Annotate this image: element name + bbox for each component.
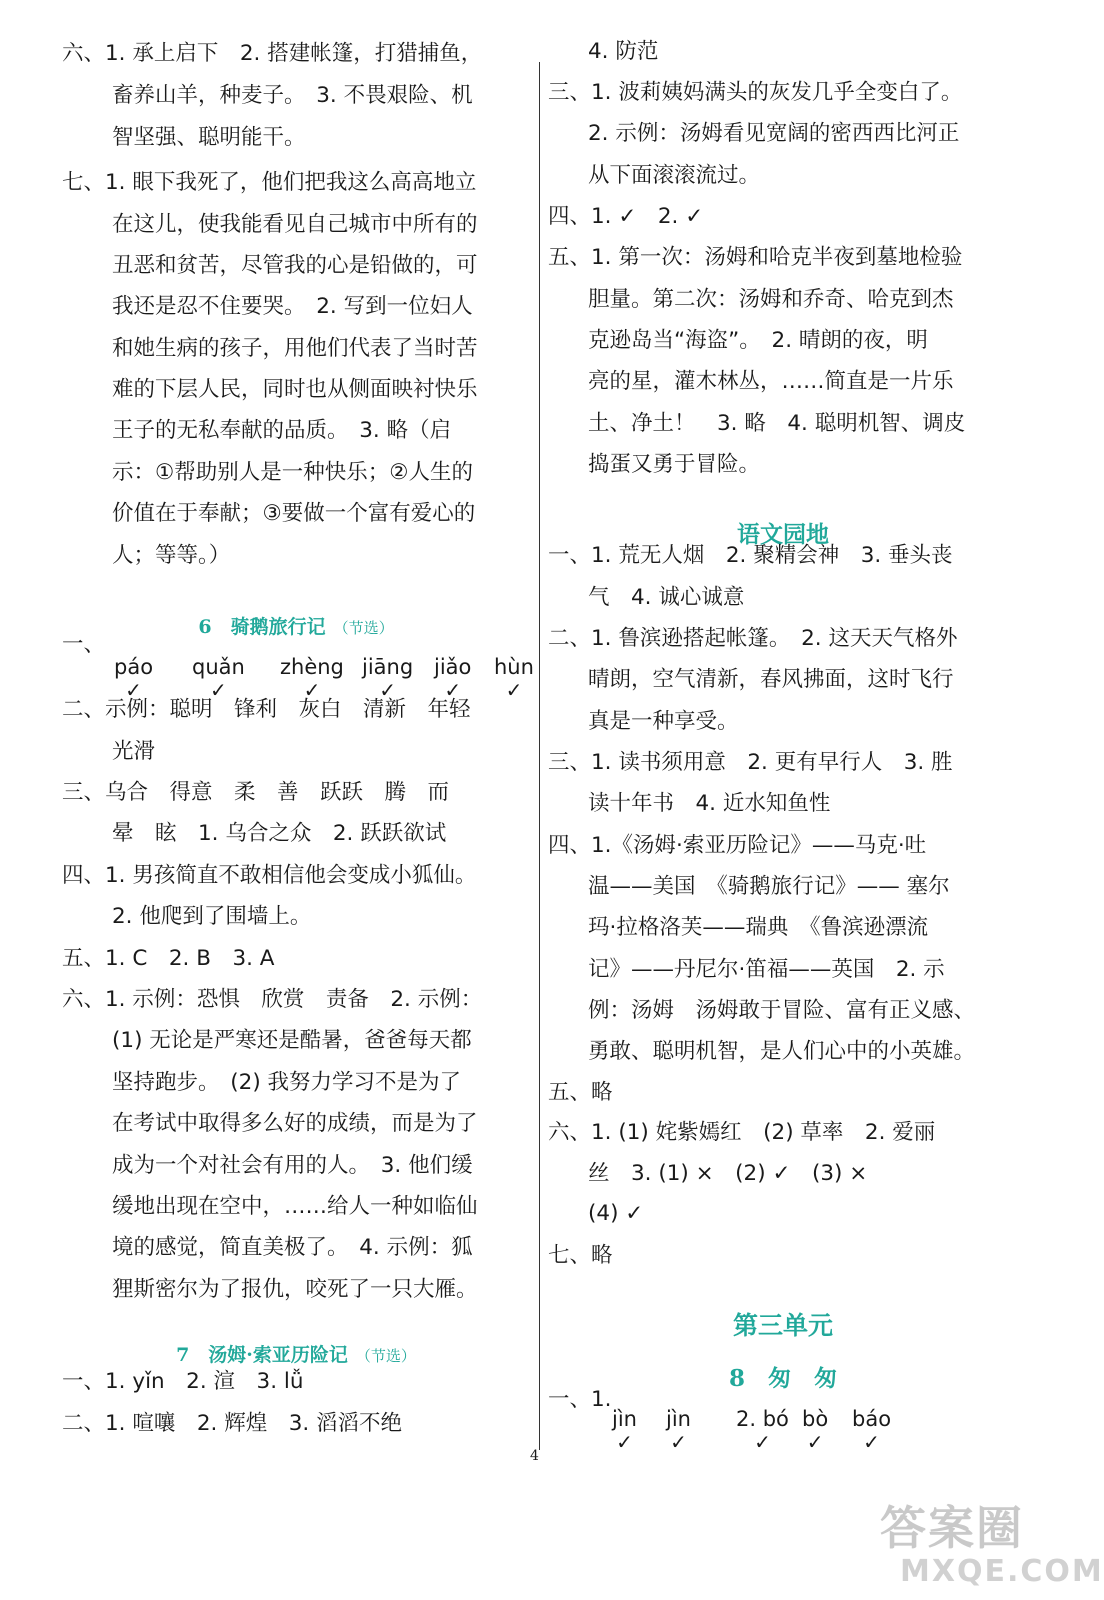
check-mark: ✓ bbox=[210, 678, 227, 702]
yuwen-yuandi-heading: 语文园地 bbox=[737, 521, 829, 548]
left-answer-line: 七、1. 眼下我死了，他们把我这么高高地立 bbox=[62, 170, 477, 195]
right-answer-line: 记》——丹尼尔·笛福——英国 2. 示 bbox=[588, 957, 945, 982]
right-answer-line: 五、1. 第一次：汤姆和哈克半夜到墓地检验 bbox=[548, 245, 963, 270]
right-answer-line: 晴朗，空气清新，春风拂面，这时飞行 bbox=[588, 667, 954, 692]
left-answer-line: 畜养山羊，种麦子。 3. 不畏艰险、机 bbox=[112, 83, 473, 108]
column-divider bbox=[539, 62, 540, 1450]
pinyin-item bbox=[802, 1406, 828, 1452]
pinyin-text: jìn bbox=[666, 1407, 691, 1431]
right-answer-line: 温——美国 《骑鹅旅行记》—— 塞尔 bbox=[588, 874, 950, 899]
left-answer-line: 三、乌合 得意 柔 善 跃跃 腾 而 bbox=[62, 780, 450, 805]
pinyin-item bbox=[736, 1406, 789, 1452]
pinyin-text: báo bbox=[852, 1407, 892, 1431]
left-answer-line: 示：①帮助别人是一种快乐；②人生的 bbox=[112, 460, 474, 485]
pinyin-text: zhèng bbox=[280, 655, 344, 679]
right-answer-line: 二、1. 鲁滨逊搭起帐篷。 2. 这天天气格外 bbox=[548, 626, 958, 651]
right-answer-line: 克逊岛当“海盗”。 2. 晴朗的夜，明 bbox=[588, 328, 928, 353]
right-answer-line: 真是一种享受。 bbox=[588, 709, 739, 734]
right-answer-line: 土、净土！ 3. 略 4. 聪明机智、调皮 bbox=[588, 411, 966, 436]
right-answer-line: 玛·拉格洛芙——瑞典 《鲁滨逊漂流 bbox=[588, 915, 929, 940]
right-answer-line: 2. 示例：汤姆看见宽阔的密西西比河正 bbox=[588, 121, 960, 146]
pinyin-answers-8 bbox=[548, 1406, 1018, 1456]
right-answer-line: 捣蛋又勇于冒险。 bbox=[588, 452, 761, 477]
lesson-7-heading: 7 汤姆·索亚历险记 （节选） bbox=[176, 1344, 416, 1366]
right-answer-line: 例：汤姆 汤姆敢于冒险、富有正义感、 bbox=[588, 998, 976, 1023]
left-answer-line: 智坚强、聪明能干。 bbox=[112, 125, 306, 150]
left-answer-line: 四、1. 男孩简直不敢相信他会变成小狐仙。 bbox=[62, 863, 477, 888]
left-answer-line: 2. 他爬到了围墙上。 bbox=[112, 904, 312, 929]
left-answer-line: 价值在于奉献；③要做一个富有爱心的 bbox=[112, 501, 476, 526]
pinyin-item bbox=[494, 654, 534, 700]
left-answer-line: 人；等等。） bbox=[112, 543, 231, 568]
left-answer-line: 丑恶和贫苦，尽管我的心是铅做的，可 bbox=[112, 253, 478, 278]
pinyin-text: 2. bó bbox=[736, 1407, 789, 1431]
left-answer-line: 境的感觉，简直美极了。 4. 示例：狐 bbox=[112, 1235, 473, 1260]
check-mark: ✓ bbox=[806, 1430, 824, 1454]
check-mark: ✓ bbox=[863, 1430, 880, 1454]
left-answer-line: 和她生病的孩子，用他们代表了当时苦 bbox=[112, 336, 478, 361]
check-mark: ✓ bbox=[303, 678, 321, 702]
left-answer-line: 五、1. C 2. B 3. A bbox=[62, 946, 275, 971]
unit-3-heading: 第三单元 bbox=[732, 1311, 833, 1340]
check-mark: ✓ bbox=[444, 678, 462, 702]
pinyin-item bbox=[666, 1406, 691, 1452]
left-answer-line: 狸斯密尔为了报仇，咬死了一只大雁。 bbox=[112, 1277, 478, 1302]
check-mark: ✓ bbox=[616, 1430, 633, 1454]
right-answer-line: 气 4. 诚心诚意 bbox=[588, 585, 745, 610]
left-answer-line: 二、1. 喧嚷 2. 辉煌 3. 滔滔不绝 bbox=[62, 1411, 403, 1436]
pinyin-text: quǎn bbox=[192, 655, 245, 679]
right-answer-line: 4. 防范 bbox=[588, 39, 659, 64]
left-answer-line: 坚持跑步。 (2) 我努力学习不是为了 bbox=[112, 1070, 462, 1095]
right-answer-line: 一、1. bbox=[548, 1387, 612, 1412]
pinyin-text: bò bbox=[802, 1407, 829, 1431]
left-answer-line: 我还是忍不住要哭。 2. 写到一位妇人 bbox=[112, 294, 473, 319]
left-answer-line: 一、1. yǐn 2. 渲 3. lǚ bbox=[62, 1369, 304, 1394]
pinyin-text: páo bbox=[114, 655, 154, 679]
right-answer-line: 丝 3. (1) × (2) ✓ (3) × bbox=[588, 1161, 868, 1186]
left-answer-line: 六、1. 承上启下 2. 搭建帐篷，打猎捕鱼， bbox=[62, 41, 483, 66]
right-answer-line: 一、1. 荒无人烟 2. 聚精会神 3. 垂头丧 bbox=[548, 543, 953, 568]
left-answer-line: 难的下层人民，同时也从侧面映衬快乐 bbox=[112, 377, 478, 402]
left-answer-line: 一、 bbox=[62, 632, 106, 657]
right-answer-line: 六、1. (1) 姹紫嫣红 (2) 草率 2. 爱丽 bbox=[548, 1120, 936, 1145]
pinyin-text: jiāng bbox=[362, 655, 414, 679]
pinyin-item bbox=[852, 1406, 891, 1452]
lesson-8-heading: 8 匆 匆 bbox=[728, 1365, 837, 1392]
check-mark: ✓ bbox=[670, 1430, 687, 1454]
right-answer-line: 三、1. 读书须用意 2. 更有早行人 3. 胜 bbox=[548, 750, 953, 775]
pinyin-text: jiǎo bbox=[434, 655, 472, 679]
check-mark: ✓ bbox=[505, 678, 523, 702]
watermark-logo: 答案圈 MXQE.COM bbox=[880, 1501, 1104, 1589]
right-answer-line: 四、1.《汤姆·索亚历险记》——马克·吐 bbox=[548, 833, 927, 858]
left-answer-line: 光滑 bbox=[112, 739, 156, 764]
right-answer-line: 七、略 bbox=[548, 1243, 613, 1268]
left-answer-line: (1) 无论是严寒还是酷暑，爸爸每天都 bbox=[112, 1028, 472, 1053]
left-answer-line: 六、1. 示例：恐惧 欣赏 责备 2. 示例： bbox=[62, 987, 483, 1012]
right-answer-line: 亮的星，灌木林丛，……简直是一片乐 bbox=[588, 369, 954, 394]
check-mark: ✓ bbox=[754, 1430, 771, 1454]
pinyin-item bbox=[612, 1406, 637, 1452]
lesson-6-heading: 6 骑鹅旅行记 （节选） bbox=[198, 616, 394, 638]
check-mark: ✓ bbox=[125, 678, 142, 702]
pinyin-text: jìn bbox=[612, 1407, 637, 1431]
pinyin-text: hùn bbox=[494, 655, 534, 679]
left-answer-line: 缓地出现在空中，……给人一种如临仙 bbox=[112, 1194, 478, 1219]
right-answer-line: 三、1. 波莉姨妈满头的灰发几乎全变白了。 bbox=[548, 80, 963, 105]
left-answer-line: 晕 眩 1. 乌合之众 2. 跃跃欲试 bbox=[112, 821, 447, 846]
left-answer-line: 在这儿，使我能看见自己城市中所有的 bbox=[112, 212, 478, 237]
left-answer-line: 王子的无私奉献的品质。 3. 略（启 bbox=[112, 418, 452, 443]
right-answer-line: 读十年书 4. 近水知鱼性 bbox=[588, 791, 831, 816]
right-answer-line: 从下面滚滚流过。 bbox=[588, 163, 761, 188]
check-mark: ✓ bbox=[379, 678, 396, 702]
right-answer-line: 四、1. ✓ 2. ✓ bbox=[548, 204, 704, 229]
right-answer-line: 胆量。第二次：汤姆和乔奇、哈克到杰 bbox=[588, 287, 954, 312]
left-answer-line: 在考试中取得多么好的成绩，而是为了 bbox=[112, 1111, 478, 1136]
left-answer-line: 成为一个对社会有用的人。 3. 他们缓 bbox=[112, 1153, 473, 1178]
right-answer-line: 勇敢、聪明机智，是人们心中的小英雄。 bbox=[588, 1039, 976, 1064]
right-answer-line: 五、略 bbox=[548, 1080, 613, 1105]
right-answer-line: (4) ✓ bbox=[588, 1201, 644, 1226]
page-number: 4 bbox=[530, 1448, 539, 1464]
left-answer-line: 二、示例：聪明 锋利 灰白 清新 年轻 bbox=[62, 697, 471, 722]
